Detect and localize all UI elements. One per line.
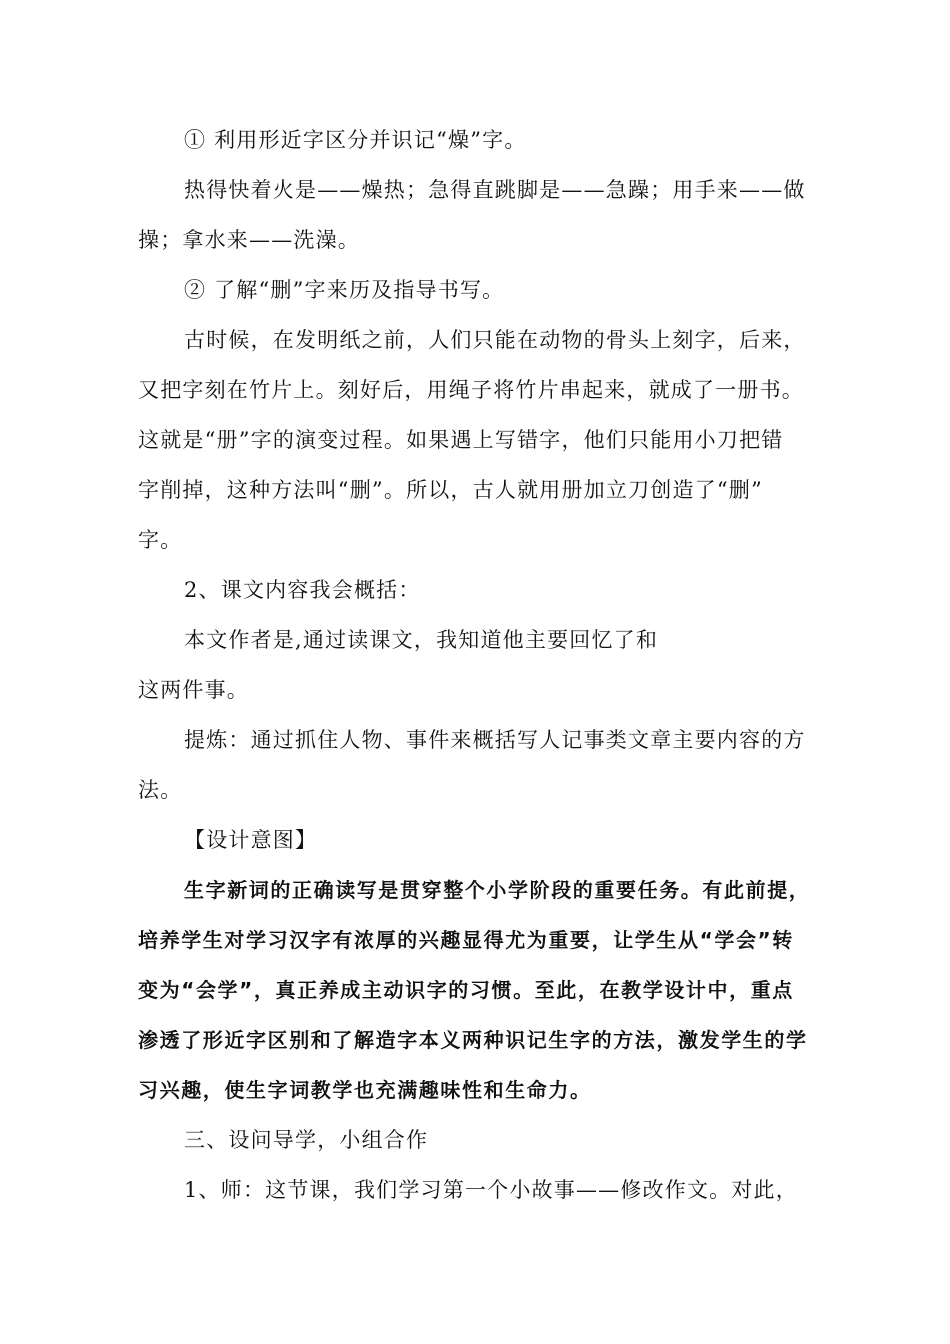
paragraph-line: 1、师：这节课，我们学习第一个小故事——修改作文。对此，: [184, 1178, 798, 1202]
paragraph-line: 本文作者是,通过读课文，我知道他主要回忆了和: [184, 628, 659, 652]
paragraph-line: 操；拿水来——洗澡。: [138, 228, 360, 252]
paragraph-line: 2、课文内容我会概括：: [184, 578, 421, 602]
paragraph-line: 法。: [138, 778, 183, 802]
paragraph-line: 字。: [138, 528, 183, 552]
paragraph-line: 生字新词的正确读写是贯穿整个小学阶段的重要任务。有此前提，: [184, 878, 811, 902]
paragraph-line: 字削掉，这种方法叫“删”。所以，古人就用册加立刀创造了“删”: [138, 478, 763, 502]
paragraph-line: 培养学生对学习汉字有浓厚的兴趣显得尤为重要，让学生从“学会”转: [138, 928, 794, 952]
paragraph-line: ① 利用形近字区分并识记“燥”字。: [184, 128, 527, 152]
paragraph-line: 习兴趣，使生字词教学也充满趣味性和生命力。: [138, 1078, 592, 1102]
section-heading: 三、设问导学，小组合作: [184, 1128, 429, 1152]
paragraph-line: ② 了解“删”字来历及指导书写。: [184, 278, 505, 302]
section-heading: 【设计意图】: [184, 828, 318, 852]
paragraph-line: 变为“会学”，真正养成主动识字的习惯。至此，在教学设计中，重点: [138, 978, 794, 1002]
paragraph-line: 热得快着火是——燥热；急得直跳脚是——急躁；用手来——做: [184, 178, 806, 202]
paragraph-line: 这就是“册”字的演变过程。如果遇上写错字，他们只能用小刀把错: [138, 428, 784, 452]
paragraph-line: 渗透了形近字区别和了解造字本义两种识记生字的方法，激发学生的学: [138, 1028, 808, 1052]
paragraph-line: 这两件事。: [138, 678, 249, 702]
paragraph-line: 提炼：通过抓住人物、事件来概括写人记事类文章主要内容的方: [184, 728, 806, 752]
paragraph-line: 古时候，在发明纸之前，人们只能在动物的骨头上刻字，后来，: [184, 328, 806, 352]
paragraph-line: 又把字刻在竹片上。刻好后，用绳子将竹片串起来，就成了一册书。: [138, 378, 804, 402]
